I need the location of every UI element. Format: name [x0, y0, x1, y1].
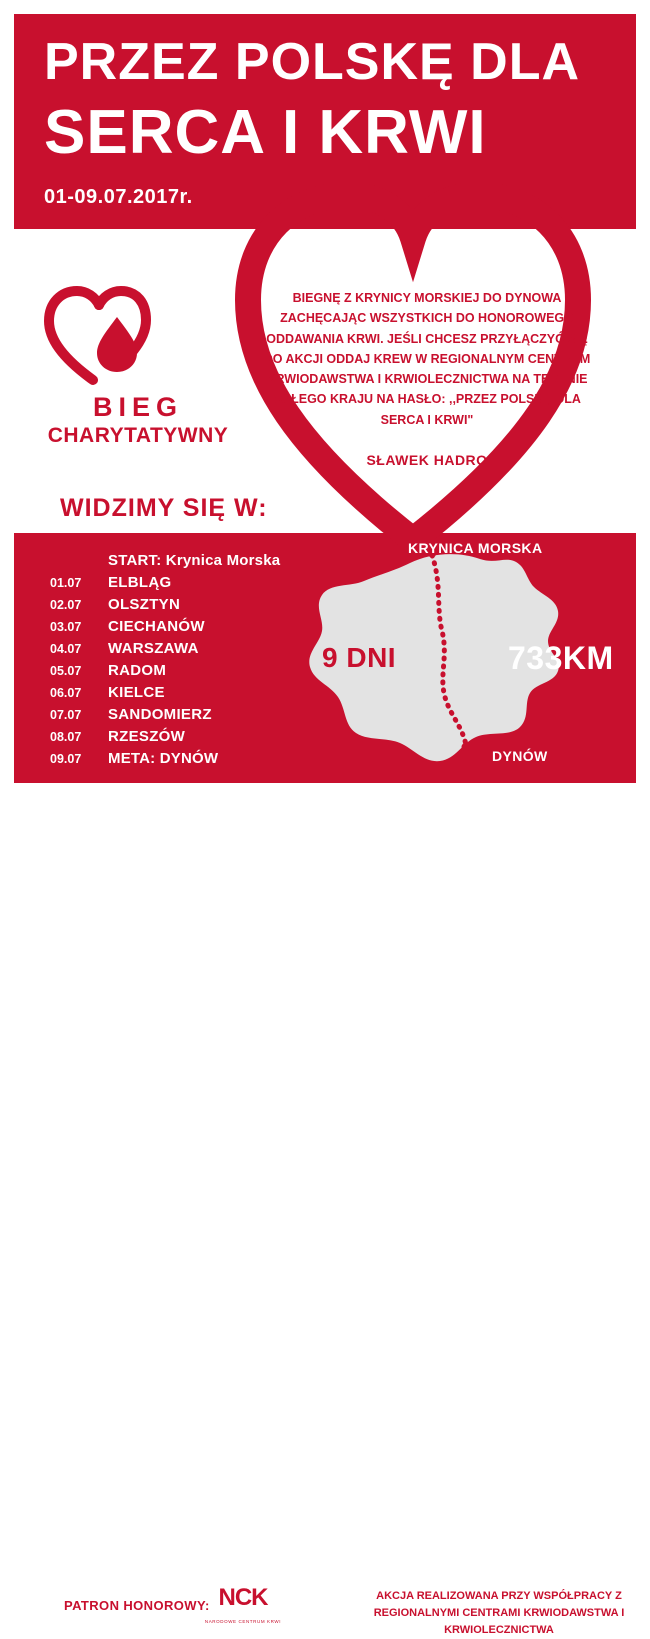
route-city: META: DYNÓW [108, 750, 219, 767]
route-date: 02.07 [50, 598, 82, 612]
patron-label: PATRON HONOROWY: [64, 1598, 210, 1613]
list-item [50, 596, 280, 618]
logo-word-bieg: BIEG [92, 392, 183, 422]
list-item [50, 728, 280, 750]
route-list [50, 552, 280, 772]
route-date: 05.07 [50, 664, 82, 678]
route-city: WARSZAWA [108, 640, 199, 657]
bottom-margin [0, 896, 650, 910]
map-label-start: KRYNICA MORSKA [408, 540, 543, 556]
date-range: 01-09.07.2017r. [44, 186, 193, 208]
patron-logo-text: NCK [218, 1584, 268, 1611]
manifesto-text: BIEGNĘ Z KRYNICY MORSKIEJ DO DYNOWA ZACHĘCAJĄC WSZYSTKICH DO HONOROWEGO ODDAWANIA KRWI. JEŚLI CHCESZ PRZYŁĄCZYĆ SIĘ DO AKCJI ODDAJ KREW W REGIONALNYM CENTRUM KRWIODAWSTWA I KRWIOLECZNICTWA NA TERENIE CAŁEGO KRAJU NA HASŁO: ,,PRZEZ POLSKĘ DLA SERCA I KRWI" [263, 291, 591, 427]
route-city: KIELCE [108, 684, 165, 701]
list-item [50, 618, 280, 640]
route-date: 03.07 [50, 620, 82, 634]
cooperation-text: AKCJA REALIZOWANA PRZY WSPÓŁPRACY Z REGIONALNYMI CENTRAMI KRWIODAWSTWA I KRWIOLECZNICTWA [373, 1590, 625, 1637]
stat-days: 9 DNI [322, 642, 397, 673]
route-date: 09.07 [50, 752, 82, 766]
route-date: 08.07 [50, 730, 82, 744]
route-date: 04.07 [50, 642, 82, 656]
list-item [50, 750, 280, 772]
route-city: RZESZÓW [108, 728, 186, 745]
stat-distance: 733KM [508, 640, 614, 676]
route-city: START: Krynica Morska [108, 552, 281, 569]
list-item [50, 640, 280, 662]
page-title-line2: SERCA I KRWI [44, 98, 487, 167]
list-item [50, 706, 280, 728]
section-heading: WIDZIMY SIĘ W: [60, 494, 268, 522]
list-item [50, 662, 280, 684]
logo-word-charytatywny: CHARYTATYWNY [47, 424, 229, 447]
footer [14, 783, 636, 1637]
patron-logo-subtext: NARODOWE CENTRUM KRWI [204, 1619, 282, 1624]
route-date: 07.07 [50, 708, 82, 722]
route-city: RADOM [108, 662, 167, 679]
list-item [50, 574, 280, 596]
route-date: 06.07 [50, 686, 82, 700]
route-city: OLSZTYN [108, 596, 181, 613]
list-item [50, 684, 280, 706]
signature: SŁAWEK HADRO [366, 452, 488, 468]
route-city: ELBLĄG [108, 574, 172, 591]
map-label-end: DYNÓW [492, 748, 548, 764]
heart-blood-drop-icon [45, 283, 150, 388]
list-item [50, 552, 280, 574]
route-city: SANDOMIERZ [108, 706, 212, 723]
page-title-line1: PRZEZ POLSKĘ DLA [44, 33, 581, 91]
patron-logo [198, 1586, 288, 1624]
header-band [14, 14, 636, 229]
route-date: 01.07 [50, 576, 82, 590]
route-city: CIECHANÓW [108, 618, 205, 635]
